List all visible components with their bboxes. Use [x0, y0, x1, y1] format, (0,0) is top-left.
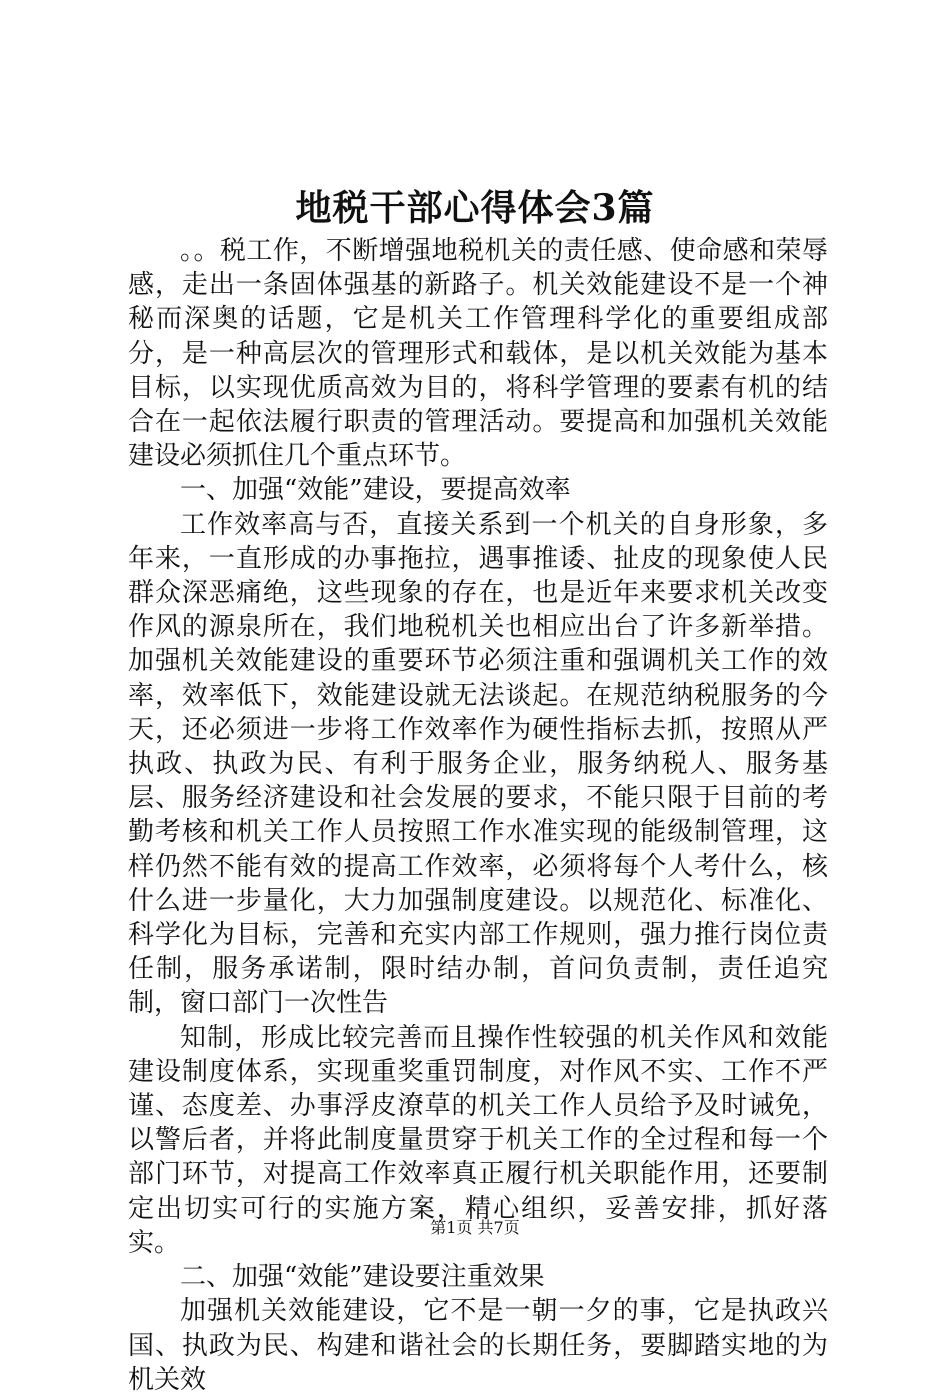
page-footer: 第1页 共7页: [430, 1218, 520, 1237]
section-heading-2: 二、加强“效能”建设要注重效果: [180, 1262, 545, 1293]
paragraph-efficiency: 工作效率高与否，直接关系到一个机关的自身形象，多年来，一直形成的办事拖拉，遇事推诿、扯皮的现象使人民群众深恶痛绝，这些现象的存在，也是近年来要求机关改变作风的源泉所在，我们地税机关也相应出台了许多新举措。加强机关效能建设的重要环节必须注重和强调机关工作的效率，效率低下，效能建设就无法谈起。在规范纳税服务的今天，还必须进一步将工作效率作为硬性指标去抓，按照从严执政、执政为民、有利于服务企业，服务纳税人、服务基层、服务经济建设和社会发展的要求，不能只限于目前的考勤考核和机关工作人员按照工作水准实现的能级制管理，这样仍然不能有效的提高工作效率，必须将每个人考什么，核什么进一步量化，大力加强制度建设。以规范化、标准化、科学化为目标，完善和充实内部工作规则，强力推行岗位责任制，服务承诺制，限时结办制，首问负责制，责任追究制，窗口部门一次性告: [128, 509, 828, 1019]
paragraph-intro: 。。税工作，不断增强地税机关的责任感、使命感和荣辱感，走出一条固体强基的新路子。机关效能建设不是一个神秘而深奥的话题，它是机关工作管理科学化的重要组成部分，是一种高层次的管理形式和载体，是以机关效能为基本目标，以实现优质高效为目的，将科学管理的要素有机的结合在一起依法履行职责的管理活动。要提高和加强机关效能建设必须抓住几个重点环节。: [128, 236, 828, 472]
paragraph-system: 知制，形成比较完善而且操作性较强的机关作风和效能建设制度体系，实现重奖重罚制度，对作风不实、工作不严谨、态度差、办事浮皮潦草的机关工作人员给予及时诫免，以警后者，并将此制度量贯穿于机关工作的全过程和每一个部门环节，对提高工作效率真正履行机关职能作用，还要制定出切实可行的实施方案，精心组织，妥善安排，抓好落实。: [128, 1022, 828, 1258]
page-title: 地税干部心得体会3篇: [295, 187, 655, 229]
section-heading-1: 一、加强“效能”建设，要提高效率: [180, 475, 571, 506]
paragraph-effect: 加强机关效能建设，它不是一朝一夕的事，它是执政兴国、执政为民、构建和谐社会的长期任务，要脚踏实地的为机关效: [128, 1296, 828, 1395]
